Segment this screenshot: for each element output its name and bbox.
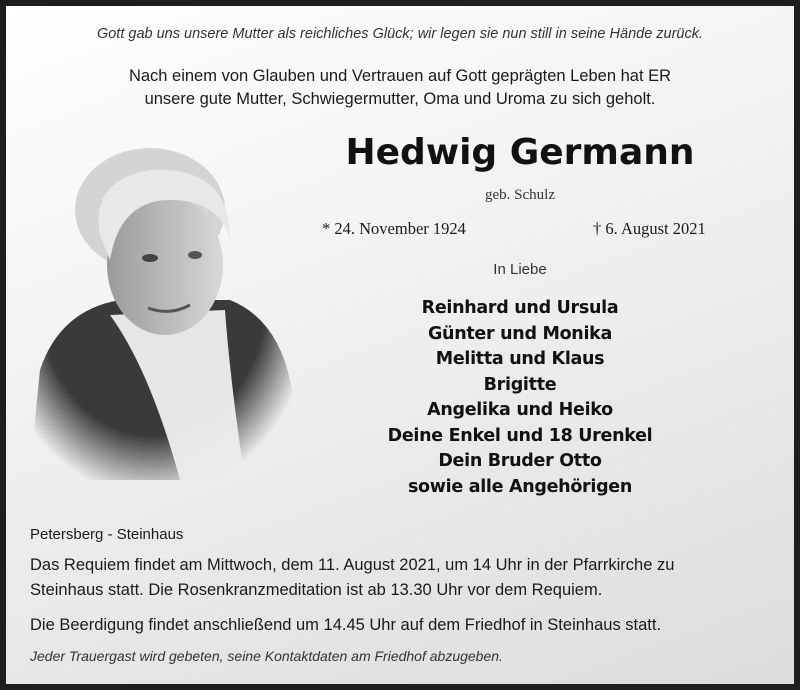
- maiden-name: geb. Schulz: [485, 187, 555, 203]
- place: Petersberg - Steinhaus: [30, 526, 184, 543]
- contact-note: Jeder Trauergast wird gebeten, seine Kontaktdaten am Friedhof abzugeben.: [30, 648, 503, 664]
- mourner: Dein Bruder Otto: [438, 451, 602, 471]
- requiem-line-2: Steinhaus statt. Die Rosenkranzmeditation ist ab 13.30 Uhr vor dem Requiem.: [30, 581, 603, 599]
- intro-line-2: unsere gute Mutter, Schwiegermutter, Oma und Uroma zu sich geholt.: [144, 90, 656, 108]
- verse: Gott gab uns unsere Mutter als reichliches Glück; wir legen sie nun still in seine Hände zurück.: [96, 26, 704, 42]
- birth-date: * 24. November 1924: [322, 219, 466, 238]
- mourner: Reinhard und Ursula: [421, 298, 619, 318]
- in-love: In Liebe: [493, 261, 547, 278]
- deceased-name: Hedwig Germann: [345, 132, 695, 173]
- mourner: Deine Enkel und 18 Urenkel: [387, 425, 653, 446]
- mourner: Angelika und Heiko: [427, 400, 613, 420]
- mourner: sowie alle Angehörigen: [407, 476, 633, 497]
- mourner: Melitta und Klaus: [435, 349, 605, 369]
- mourner: Günter und Monika: [427, 323, 613, 344]
- mourner: Brigitte: [483, 374, 557, 395]
- intro-line-1: Nach einem von Glauben und Vertrauen auf Gott geprägten Leben hat ER: [128, 67, 672, 85]
- burial-info: Die Beerdigung findet anschließend um 14.45 Uhr auf dem Friedhof in Steinhaus statt.: [30, 616, 662, 634]
- portrait-photo: [30, 140, 302, 480]
- requiem-line-1: Das Requiem findet am Mittwoch, dem 11. August 2021, um 14 Uhr in der Pfarrkirche zu: [30, 556, 675, 574]
- death-date: † 6. August 2021: [593, 219, 706, 238]
